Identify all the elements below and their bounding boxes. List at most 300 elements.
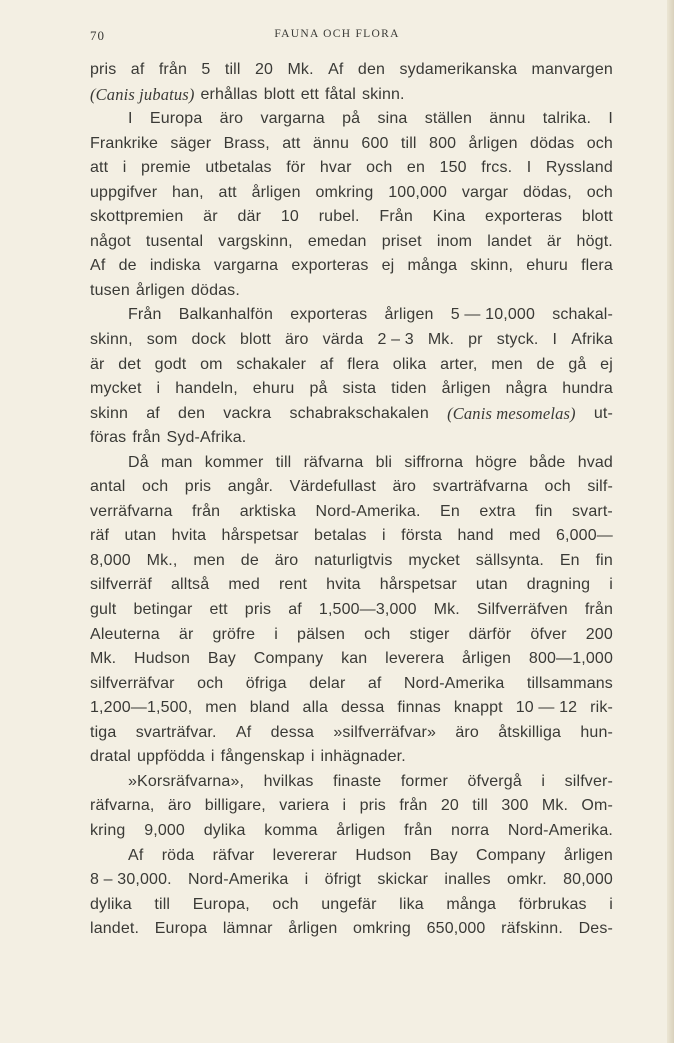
word: sällsynta. [475, 551, 544, 569]
word: att [218, 183, 237, 201]
text-line [90, 844, 613, 869]
word: billigare, [204, 797, 266, 815]
word: 10 [280, 208, 299, 226]
word: Mk. [287, 61, 314, 78]
word: med [509, 527, 541, 545]
word: uppgifver [90, 183, 158, 201]
word: tillsammans [526, 674, 613, 692]
word: Europa [149, 110, 203, 128]
word: där [237, 208, 262, 226]
word: Europa, [192, 895, 250, 913]
word: emedan [307, 232, 367, 250]
word: Hudson [355, 846, 412, 864]
word: levererar [272, 846, 338, 864]
word: Balkanhalfön [178, 306, 274, 324]
word: omkring [353, 920, 411, 938]
word: Värdefullast [289, 478, 376, 496]
word: extra [479, 502, 516, 520]
word: manvargen [531, 61, 613, 78]
word: åtskilliga [498, 723, 562, 741]
text-line [90, 573, 613, 598]
word: I [128, 110, 133, 128]
word: och [364, 625, 391, 643]
word: en [406, 159, 426, 177]
word: af [367, 674, 382, 692]
word: röda [161, 846, 195, 864]
word: antal [90, 478, 126, 496]
word: Bay [429, 846, 458, 864]
word: i [310, 748, 315, 766]
text-line [90, 254, 613, 279]
word: schakaler [236, 355, 307, 373]
word: räfskinn. [501, 920, 563, 938]
word: hundra [562, 380, 613, 398]
word: Från [379, 208, 413, 226]
word: knappt [453, 699, 503, 717]
word: 1,500—3,000 [318, 601, 417, 619]
word: vargarna [213, 257, 279, 275]
text-line [90, 426, 613, 451]
word: blott [239, 331, 271, 349]
word: i [382, 527, 386, 545]
text-line [90, 598, 613, 623]
word: årligen [135, 281, 185, 299]
word: årligen [563, 846, 613, 864]
word: ställen [424, 110, 473, 128]
word: i [304, 871, 309, 889]
word: ej [381, 257, 395, 275]
word: alltså [171, 576, 210, 594]
word: årligen [441, 380, 491, 398]
word: ännu [489, 110, 526, 128]
word: öfvergå [467, 772, 522, 790]
word: 6,000— [555, 527, 613, 545]
word: Bay [207, 650, 236, 668]
word: dessa [340, 699, 385, 717]
word: säger [170, 134, 212, 152]
word: Syd-Afrika. [166, 429, 247, 447]
word: till [472, 797, 488, 815]
word: pris [184, 478, 212, 496]
word: 8 – 30,000. [90, 871, 172, 889]
word: blott [581, 208, 613, 226]
text-line [90, 353, 613, 378]
word: 800 [429, 134, 457, 152]
word: hårspetsar [221, 527, 299, 545]
word: angår. [227, 478, 274, 496]
word: och [586, 134, 613, 152]
word: högt. [576, 232, 613, 250]
word: tusen [90, 281, 130, 299]
word: i [609, 895, 613, 913]
text-line [90, 721, 613, 746]
word: Från [128, 306, 162, 324]
word: »Korsräfvarna», [128, 772, 245, 790]
word: handeln, [175, 380, 238, 398]
word: norra [451, 821, 490, 839]
word: äro [274, 551, 299, 569]
word: sina [377, 110, 408, 128]
word: gröfre [212, 625, 256, 643]
word: landet. [90, 920, 140, 938]
text-line [90, 917, 613, 942]
word: hand [457, 527, 494, 545]
word: ehuru [526, 257, 568, 275]
word: 80,000 [563, 871, 613, 889]
word: är [546, 232, 562, 250]
word: äro [219, 110, 244, 128]
text-line [90, 819, 613, 844]
word: Mk., [146, 551, 178, 569]
word: från [192, 502, 221, 520]
word: på [342, 110, 361, 128]
text-line [90, 328, 613, 353]
word: Mk. [427, 331, 455, 349]
word: lika [399, 895, 424, 913]
text-line [90, 549, 613, 574]
word: dylika [203, 821, 246, 839]
word: fin [595, 551, 613, 569]
word: bli [375, 453, 393, 471]
latin-name: (Canis mesomelas) [447, 403, 576, 423]
word: och [586, 183, 613, 201]
text-line [90, 500, 613, 525]
word: Kina [432, 208, 466, 226]
word: äro [392, 478, 417, 496]
text-line [90, 107, 613, 132]
text-line [90, 303, 613, 328]
word: kan [341, 650, 368, 668]
word: skottpremien [90, 208, 184, 226]
word: första [401, 527, 443, 545]
word: utbetalas [205, 159, 272, 177]
word: ett [209, 601, 228, 619]
text-line [90, 647, 613, 672]
word: pälsen [297, 625, 346, 643]
word: styck. [496, 331, 539, 349]
body-text [90, 58, 613, 942]
word: dessa [270, 723, 315, 741]
word: hvad [577, 453, 613, 471]
word: 600 [361, 134, 389, 152]
word: i [541, 772, 546, 790]
word: talrika. [542, 110, 592, 128]
word: af [146, 404, 160, 422]
word: utan [124, 527, 157, 545]
word: den [357, 61, 386, 78]
text-line [90, 205, 613, 230]
text-line [90, 672, 613, 697]
word: erhållas [200, 85, 258, 103]
word: gult [90, 601, 117, 619]
word: många [407, 257, 458, 275]
page-header [0, 28, 674, 44]
word: i [609, 576, 613, 594]
word: Hudson [134, 650, 191, 668]
text-line [90, 83, 613, 108]
word: 650,000 [426, 920, 486, 938]
word: I [526, 159, 532, 177]
word: svart- [572, 502, 613, 520]
word: räfvarna [303, 453, 364, 471]
word: finnas [397, 699, 441, 717]
word: Nord-Amerika. [507, 821, 613, 839]
word: pris [90, 61, 117, 78]
word: ett [300, 85, 319, 103]
word: 150 [439, 159, 467, 177]
word: siffrorna [404, 453, 464, 471]
word: ej [600, 355, 613, 373]
running-head: FAUNA OCH FLORA [274, 28, 400, 40]
word: öfriga [245, 674, 287, 692]
text-line [90, 524, 613, 549]
word: Nord-Amerika [187, 871, 289, 889]
word: Mk. [90, 650, 117, 668]
word: hårspetsar [379, 576, 457, 594]
word: värda [322, 331, 364, 349]
word: Afrika [571, 331, 613, 349]
word: Mk. [433, 601, 460, 619]
word: årligen [462, 650, 512, 668]
word: är [203, 208, 218, 226]
word: inom [436, 232, 473, 250]
word: några [505, 380, 548, 398]
word: 20 [254, 61, 274, 78]
word: rubel. [318, 208, 360, 226]
word: årligen [384, 306, 434, 324]
page-edge [667, 0, 674, 1043]
word: till [154, 895, 171, 913]
word: exporteras [485, 208, 563, 226]
word: former [400, 772, 448, 790]
text-line [90, 58, 613, 83]
word: Då [128, 453, 149, 471]
word: finaste [333, 772, 382, 790]
word: 20 [440, 797, 459, 815]
word: från [404, 821, 433, 839]
text-line [90, 893, 613, 918]
word: silf- [587, 478, 613, 496]
word: till [224, 61, 241, 78]
word: vargskinn, [218, 232, 293, 250]
word: dödas, [522, 183, 572, 201]
word: som [146, 331, 178, 349]
word: årligen [336, 821, 386, 839]
word: tusental [145, 232, 204, 250]
page-number: 70 [90, 28, 105, 43]
text-line [90, 156, 613, 181]
word: hvilkas [263, 772, 314, 790]
word: räfvar [212, 846, 255, 864]
word: 8,000 [90, 551, 131, 569]
word: leverera [385, 650, 445, 668]
word: äro [455, 723, 479, 741]
word: vargarna [260, 110, 325, 128]
word: Company [476, 846, 546, 864]
word: silfverräfvar [90, 674, 175, 692]
word: frcs. [481, 159, 513, 177]
word: öfrigt [324, 871, 362, 889]
word: omkr. [507, 871, 547, 889]
word: 200 [585, 625, 613, 643]
word: delar [309, 674, 346, 692]
text-line [90, 279, 613, 304]
word: inhägnader. [320, 748, 406, 766]
word: det [118, 355, 141, 373]
word: komma [264, 821, 318, 839]
word: gå [568, 355, 587, 373]
word: omkring [315, 183, 374, 201]
word: exporteras [290, 306, 368, 324]
word: betingar [133, 601, 193, 619]
word: tiden [391, 380, 427, 398]
word: men [491, 355, 523, 373]
word: förbrukas [518, 895, 587, 913]
word: uppfödda [136, 748, 205, 766]
word: 2 – 3 [377, 331, 414, 349]
word: i [210, 748, 215, 766]
word: därför [468, 625, 512, 643]
word: utan [475, 576, 508, 594]
word: de [536, 355, 555, 373]
word: schakal- [552, 306, 613, 324]
word: vackra [223, 404, 272, 422]
word: 10 — 12 [515, 699, 578, 717]
word: från [158, 61, 187, 78]
word: 9,000 [144, 821, 185, 839]
text-line [90, 451, 613, 476]
word: både [529, 453, 566, 471]
word: I [608, 110, 613, 128]
word: En [440, 502, 460, 520]
word: svarträfvarna [432, 478, 528, 496]
word: och [272, 895, 299, 913]
word: han, [171, 183, 204, 201]
word: kring [90, 821, 126, 839]
word: olika [392, 355, 427, 373]
word: landet [487, 232, 532, 250]
word: fin [535, 502, 553, 520]
word: 5 — 10,000 [450, 306, 535, 324]
word: godt [154, 355, 187, 373]
word: svarträfvar. [135, 723, 217, 741]
word: Europa [154, 920, 208, 938]
word: rik- [590, 699, 613, 717]
word: flera [581, 257, 613, 275]
word: och [544, 478, 571, 496]
word: flera [347, 355, 380, 373]
word: Frankrike [90, 134, 159, 152]
word: från [399, 797, 428, 815]
word: pr [468, 331, 483, 349]
text-line [90, 402, 613, 427]
text-line [90, 770, 613, 795]
text-line [90, 230, 613, 255]
text-line [90, 794, 613, 819]
word: premie [141, 159, 191, 177]
word: rent [278, 576, 308, 594]
word: om [200, 355, 223, 373]
word: något [90, 232, 131, 250]
word: verräfvarna [90, 502, 173, 520]
word: arter, [440, 355, 478, 373]
word: räfvarna, [90, 797, 155, 815]
word: tiga [90, 723, 117, 741]
text-line [90, 132, 613, 157]
word: fångenskap [220, 748, 305, 766]
word: alla [302, 699, 329, 717]
word: är [90, 355, 105, 373]
word: hvita [326, 576, 361, 594]
word: indiska [149, 257, 201, 275]
word: och [142, 478, 169, 496]
word: Company [253, 650, 324, 668]
word: skinn, [90, 331, 133, 349]
word: En [559, 551, 580, 569]
word: äro [284, 331, 309, 349]
word: att [282, 134, 301, 152]
word: dratal [90, 748, 131, 766]
word: Silfverräfven [476, 601, 568, 619]
word: fåtal [324, 85, 356, 103]
word: att [90, 159, 109, 177]
word: silfverräf [90, 576, 152, 594]
word: till [400, 134, 417, 152]
word: af [319, 355, 334, 373]
word: högre [475, 453, 518, 471]
text-line [90, 475, 613, 500]
text-line [90, 181, 613, 206]
word: ut- [593, 404, 613, 422]
word: naturligtvis [314, 551, 393, 569]
word: den [178, 404, 206, 422]
word: vargar [461, 183, 509, 201]
word: mycket [408, 551, 460, 569]
word: inalles [444, 871, 491, 889]
word: äro [167, 797, 192, 815]
word: skickar [377, 871, 429, 889]
word: »silfverräfvar» [333, 723, 437, 741]
word: på [309, 380, 328, 398]
word: hvar [319, 159, 352, 177]
word: 5 [201, 61, 211, 78]
word: skinn [90, 404, 129, 422]
word: Af [128, 846, 144, 864]
word: skinn. [361, 85, 405, 103]
word: skinn, [470, 257, 514, 275]
text-line [90, 623, 613, 648]
word: pris [244, 601, 272, 619]
word: från [584, 601, 613, 619]
text-line [90, 868, 613, 893]
word: man [160, 453, 193, 471]
word: dylika [90, 895, 132, 913]
word: mycket [90, 380, 142, 398]
word: många [446, 895, 497, 913]
word: Aleuterna [90, 625, 160, 643]
word: men [193, 551, 225, 569]
word: för [286, 159, 306, 177]
word: dödas [530, 134, 575, 152]
latin-name: (Canis jubatus) [90, 84, 195, 104]
word: I [552, 331, 558, 349]
word: i [342, 797, 347, 815]
word: de [240, 551, 259, 569]
word: Om- [581, 797, 613, 815]
word: bland [249, 699, 290, 717]
word: dock [191, 331, 226, 349]
word: 800—1,000 [528, 650, 613, 668]
